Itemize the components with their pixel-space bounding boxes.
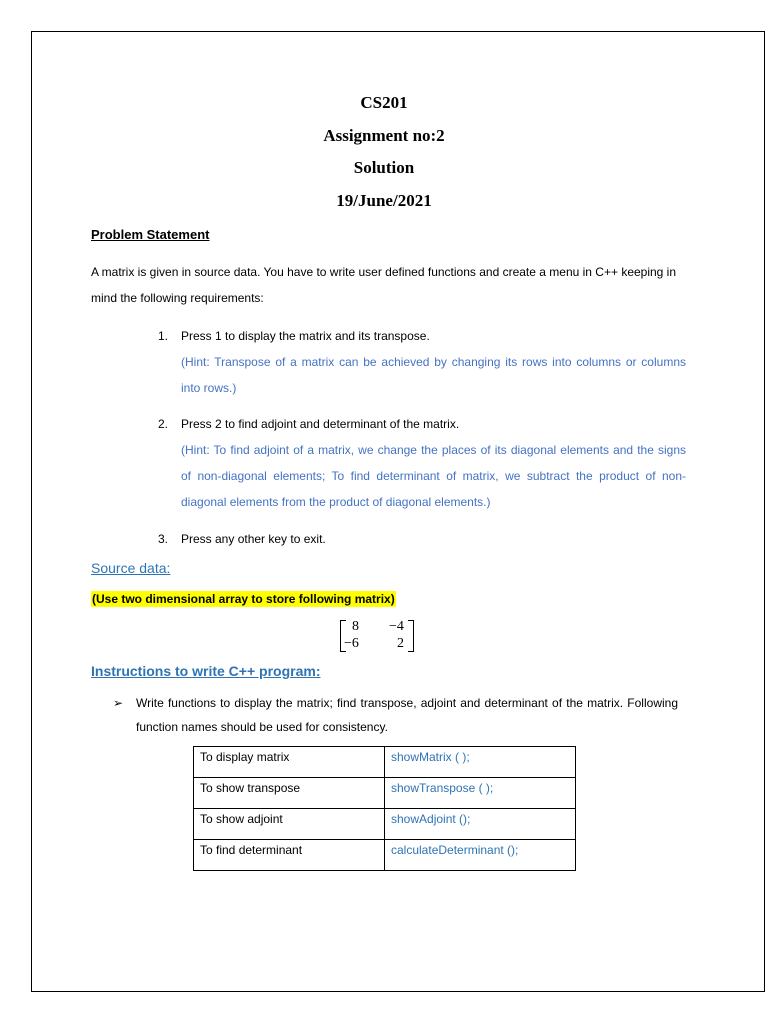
requirement-hint: (Hint: To find adjoint of a matrix, we change the places of its diagonal elements and the signs of non-diagonal elements; To find determinant of matrix, we subtract the product of non-diagonal elements from the product of diagonal elements.) [181, 443, 686, 509]
problem-statement-heading: Problem Statement [91, 227, 210, 242]
matrix-cell: 8 [352, 619, 359, 634]
list-number: 3. [158, 532, 169, 546]
instructions-heading: Instructions to write C++ program: [91, 663, 321, 679]
arrow-bullet-icon: ➢ [113, 696, 124, 710]
table-row [194, 809, 576, 840]
requirement-text: Press 2 to find adjoint and determinant of the matrix. [181, 417, 460, 431]
function-table [193, 746, 576, 871]
matrix-right-bracket [408, 620, 414, 652]
task-cell: To display matrix [194, 747, 385, 778]
assignment-title: Assignment no:2 [323, 126, 445, 145]
table-row [194, 747, 576, 778]
matrix-cell: −4 [389, 619, 404, 634]
requirement-text: Press 1 to display the matrix and its transpose. [181, 329, 430, 343]
source-data-heading: Source data: [91, 560, 171, 576]
instructions-bullet: Write functions to display the matrix; find transpose, adjoint and determinant of the matrix. Following function names should be used for consistency. [136, 696, 678, 734]
task-cell: To show adjoint [194, 809, 385, 840]
course-code: CS201 [360, 93, 408, 112]
list-number: 2. [158, 417, 169, 431]
table-row [194, 778, 576, 809]
function-cell: showTranspose ( ); [385, 778, 576, 809]
document-type: Solution [353, 158, 415, 177]
function-cell: showAdjoint (); [385, 809, 576, 840]
source-note: (Use two dimensional array to store following matrix) [92, 592, 395, 606]
problem-intro: A matrix is given in source data. You have to write user defined functions and create a menu in C++ keeping in mind the following requirements: [91, 265, 677, 305]
function-cell: calculateDeterminant (); [385, 840, 576, 871]
table-row [194, 840, 576, 871]
matrix-cell: 2 [397, 636, 404, 651]
document-date: 19/June/2021 [336, 191, 432, 210]
requirement-hint: (Hint: Transpose of a matrix can be achieved by changing its rows into columns or columns into rows.) [181, 355, 686, 395]
task-cell: To show transpose [194, 778, 385, 809]
matrix-cell: −6 [344, 636, 359, 651]
list-number: 1. [158, 329, 169, 343]
function-cell: showMatrix ( ); [385, 747, 576, 778]
requirement-text: Press any other key to exit. [181, 532, 326, 546]
task-cell: To find determinant [194, 840, 385, 871]
source-matrix [340, 618, 420, 654]
